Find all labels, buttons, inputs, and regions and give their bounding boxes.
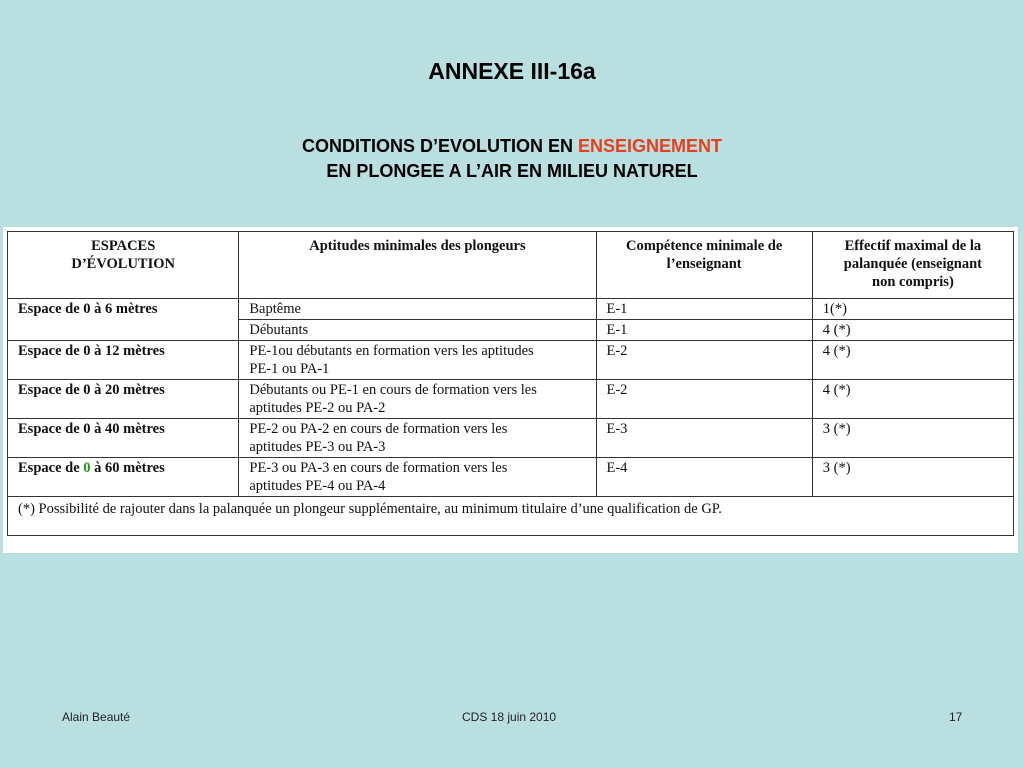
table-row [8,299,1014,320]
header-espaces: ESPACES D’ÉVOLUTION [8,232,239,299]
table-row [8,458,1014,497]
footer-author: Alain Beauté [62,710,131,724]
cell-competence: E-1 [596,299,812,320]
cell-aptitude: PE-2 ou PA-2 en cours de formation vers les aptitudes PE-3 ou PA-3 [239,419,596,458]
cell-aptitude: Débutants ou PE-1 en cours de formation vers les aptitudes PE-2 ou PA-2 [239,380,596,419]
cell-aptitude: Débutants [239,320,596,341]
cell-effectif: 4 (*) [812,341,1013,380]
green-zero: 0 [83,460,91,476]
header-competence: Compétence minimale de l’enseignant [596,232,812,299]
cell-aptitude: Baptême [239,299,596,320]
cell-espace: Espace de 0 à 20 mètres [8,380,239,419]
cell-competence: E-3 [596,419,812,458]
cell-competence: E-1 [596,320,812,341]
table-container [3,227,1018,553]
cell-espace: Espace de 0 à 40 mètres [8,419,239,458]
footer-page-number: 17 [949,710,963,724]
table-header-row [8,232,1014,299]
slide-title: ANNEXE III-16a [428,58,596,84]
table-row [8,419,1014,458]
cell-espace: Espace de 0 à 60 mètres [8,458,239,497]
header-aptitudes: Aptitudes minimales des plongeurs [239,232,596,299]
cell-effectif: 3 (*) [812,458,1013,497]
subtitle-line-2: EN PLONGEE A L’AIR EN MILIEU NATUREL [326,161,698,181]
cell-competence: E-2 [596,380,812,419]
subtitle-prefix: CONDITIONS D’EVOLUTION EN [301,136,578,156]
subtitle-highlight: ENSEIGNEMENT [577,136,723,156]
evolution-table [7,231,1014,536]
table-note: (*) Possibilité de rajouter dans la palanquée un plongeur supplémentaire, au minimum titulaire d’une qualification de GP. [8,497,1014,536]
cell-effectif: 4 (*) [812,320,1013,341]
cell-effectif: 4 (*) [812,380,1013,419]
slide-subtitle [0,134,1024,184]
table-row [8,380,1014,419]
cell-effectif: 1(*) [812,299,1013,320]
cell-effectif: 3 (*) [812,419,1013,458]
footer-event: CDS 18 juin 2010 [462,710,557,724]
cell-aptitude: PE-3 ou PA-3 en cours de formation vers les aptitudes PE-4 ou PA-4 [239,458,596,497]
cell-aptitude: PE-1ou débutants en formation vers les aptitudes PE-1 ou PA-1 [239,341,596,380]
header-effectif: Effectif maximal de la palanquée (enseignant non compris) [812,232,1013,299]
cell-espace: Espace de 0 à 12 mètres [8,341,239,380]
table-note-row [8,497,1014,536]
cell-competence: E-2 [596,341,812,380]
subtitle-line-1 [0,134,1024,159]
table-row [8,341,1014,380]
cell-competence: E-4 [596,458,812,497]
cell-espace: Espace de 0 à 6 mètres [8,299,239,341]
